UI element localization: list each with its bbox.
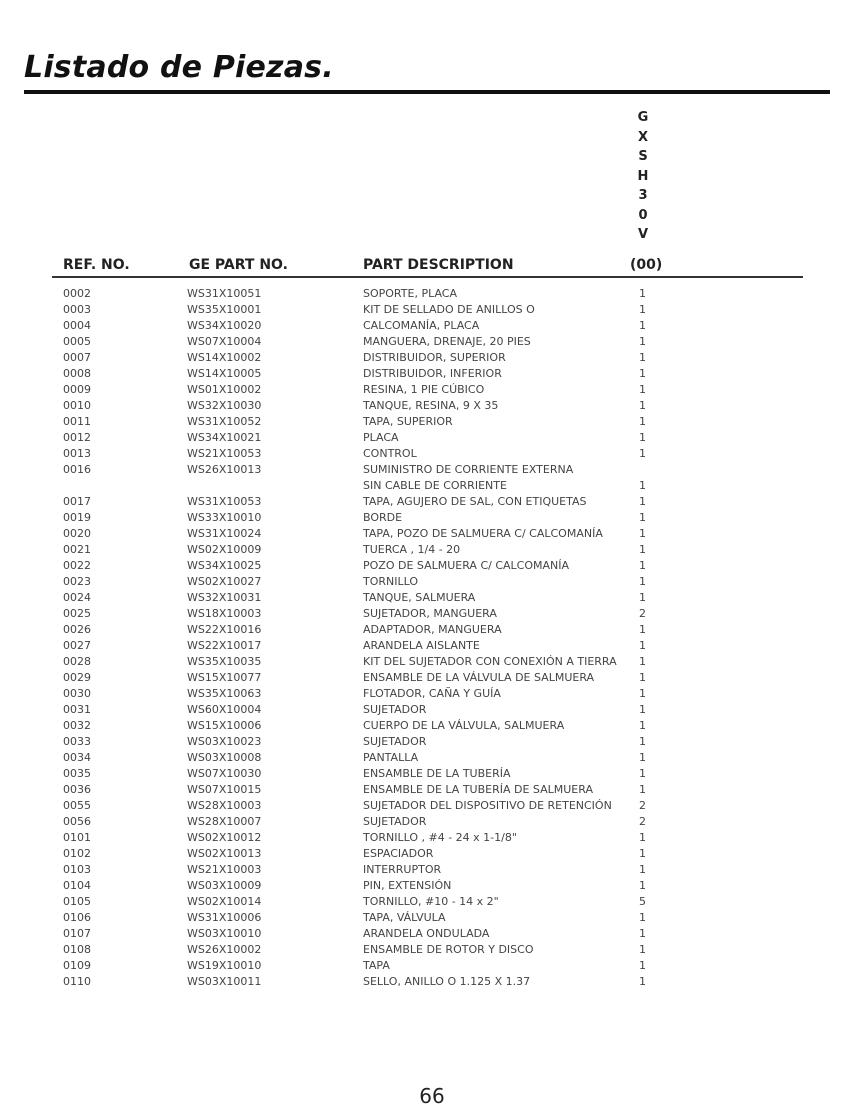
part-no-cell: WS02X10027: [187, 575, 262, 588]
part-no-cell: WS03X10010: [187, 927, 262, 940]
description-cell: DISTRIBUIDOR, INFERIOR: [363, 367, 502, 380]
table-row: [0, 830, 864, 846]
table-row: [0, 702, 864, 718]
quantity-cell: 1: [639, 943, 646, 956]
ref-no-cell: 0010: [63, 399, 91, 412]
table-row: [0, 446, 864, 462]
quantity-cell: 1: [639, 879, 646, 892]
ref-no-cell: 0004: [63, 319, 91, 332]
table-row: [0, 654, 864, 670]
quantity-cell: 1: [639, 911, 646, 924]
table-row: [0, 638, 864, 654]
table-row: [0, 798, 864, 814]
ref-no-cell: 0003: [63, 303, 91, 316]
description-cell: TAPA: [363, 959, 390, 972]
ref-no-cell: 0033: [63, 735, 91, 748]
description-cell: SELLO, ANILLO O 1.125 X 1.37: [363, 975, 531, 988]
model-letter: S: [638, 149, 648, 164]
table-row: [0, 398, 864, 414]
description-cell: POZO DE SALMUERA C/ CALCOMANÍA: [363, 559, 570, 572]
description-cell: KIT DE SELLADO DE ANILLOS O: [363, 303, 535, 316]
quantity-cell: 1: [639, 367, 646, 380]
description-cell: SUMINISTRO DE CORRIENTE EXTERNA: [363, 463, 574, 476]
quantity-cell: 1: [639, 671, 646, 684]
quantity-cell: 1: [639, 287, 646, 300]
table-row: [0, 334, 864, 350]
description-cell: PIN, EXTENSIÓN: [363, 879, 452, 892]
part-no-cell: WS03X10008: [187, 751, 262, 764]
description-cell: KIT DEL SUJETADOR CON CONEXIÓN A TIERRA: [363, 655, 617, 668]
part-no-cell: WS34X10021: [187, 431, 262, 444]
quantity-cell: 1: [639, 927, 646, 940]
table-row: [0, 622, 864, 638]
part-no-cell: WS14X10002: [187, 351, 262, 364]
description-cell: TORNILLO: [363, 575, 419, 588]
part-no-cell: WS01X10002: [187, 383, 262, 396]
table-row: [0, 782, 864, 798]
model-number-vertical: [628, 108, 658, 245]
header-quantity: (00): [630, 257, 663, 273]
quantity-cell: 5: [639, 895, 646, 908]
table-row: [0, 846, 864, 862]
description-cell: SUJETADOR: [363, 735, 427, 748]
part-no-cell: WS32X10030: [187, 399, 262, 412]
description-cell: TAPA, POZO DE SALMUERA C/ CALCOMANÍA: [363, 527, 603, 540]
table-row: [0, 814, 864, 830]
description-cell: ENSAMBLE DE LA TUBERÍA: [363, 767, 511, 780]
part-no-cell: WS34X10025: [187, 559, 262, 572]
part-no-cell: WS31X10053: [187, 495, 262, 508]
description-cell: ENSAMBLE DE ROTOR Y DISCO: [363, 943, 534, 956]
quantity-cell: 2: [639, 607, 646, 620]
table-row: [0, 542, 864, 558]
ref-no-cell: 0012: [63, 431, 91, 444]
ref-no-cell: 0110: [63, 975, 91, 988]
table-row: [0, 558, 864, 574]
ref-no-cell: 0055: [63, 799, 91, 812]
quantity-cell: 1: [639, 303, 646, 316]
description-cell: MANGUERA, DRENAJE, 20 PIES: [363, 335, 531, 348]
quantity-cell: 1: [639, 975, 646, 988]
table-row: [0, 750, 864, 766]
table-row: [0, 942, 864, 958]
header-divider: [52, 276, 803, 278]
quantity-cell: 2: [639, 799, 646, 812]
part-no-cell: WS35X10001: [187, 303, 262, 316]
ref-no-cell: 0034: [63, 751, 91, 764]
table-row: [0, 574, 864, 590]
part-no-cell: WS33X10010: [187, 511, 262, 524]
ref-no-cell: 0011: [63, 415, 91, 428]
table-row: [0, 670, 864, 686]
part-no-cell: WS02X10012: [187, 831, 262, 844]
part-no-cell: WS18X10003: [187, 607, 262, 620]
description-cell: TUERCA , 1/4 - 20: [363, 543, 461, 556]
ref-no-cell: 0013: [63, 447, 91, 460]
table-row: [0, 494, 864, 510]
ref-no-cell: 0109: [63, 959, 91, 972]
part-no-cell: WS26X10002: [187, 943, 262, 956]
table-row: [0, 766, 864, 782]
ref-no-cell: 0007: [63, 351, 91, 364]
ref-no-cell: 0009: [63, 383, 91, 396]
model-letter: X: [637, 129, 649, 145]
quantity-cell: 1: [639, 959, 646, 972]
table-row: [0, 894, 864, 910]
quantity-cell: 1: [639, 383, 646, 396]
table-row: [0, 590, 864, 606]
quantity-cell: 1: [639, 495, 646, 508]
ref-no-cell: 0020: [63, 527, 91, 540]
quantity-cell: 1: [639, 639, 646, 652]
header-ge-part-no: GE PART NO.: [189, 257, 288, 273]
part-no-cell: WS32X10031: [187, 591, 262, 604]
description-cell: ENSAMBLE DE LA VÁLVULA DE SALMUERA: [363, 671, 595, 684]
quantity-cell: 1: [639, 399, 646, 412]
description-cell: SUJETADOR: [363, 815, 427, 828]
ref-no-cell: 0056: [63, 815, 91, 828]
quantity-cell: 1: [639, 751, 646, 764]
table-row: [0, 366, 864, 382]
part-no-cell: WS60X10004: [187, 703, 262, 716]
part-no-cell: WS21X10003: [187, 863, 262, 876]
ref-no-cell: 0035: [63, 767, 91, 780]
quantity-cell: 1: [639, 575, 646, 588]
table-row: [0, 974, 864, 990]
table-row: [0, 606, 864, 622]
ref-no-cell: 0103: [63, 863, 91, 876]
quantity-cell: 1: [639, 559, 646, 572]
table-row: [0, 302, 864, 318]
part-no-cell: WS26X10013: [187, 463, 262, 476]
description-cell: SUJETADOR: [363, 703, 427, 716]
part-no-cell: WS07X10004: [187, 335, 262, 348]
quantity-cell: 1: [639, 351, 646, 364]
table-row: [0, 286, 864, 302]
ref-no-cell: 0026: [63, 623, 91, 636]
description-cell: ESPACIADOR: [363, 847, 434, 860]
header-ref-no: REF. NO.: [63, 257, 130, 273]
quantity-cell: 1: [639, 431, 646, 444]
quantity-cell: 2: [639, 815, 646, 828]
description-cell: RESINA, 1 PIE CÚBICO: [363, 383, 485, 396]
part-no-cell: WS28X10007: [187, 815, 262, 828]
table-row: [0, 862, 864, 878]
description-cell: BORDE: [363, 511, 403, 524]
quantity-cell: 1: [639, 735, 646, 748]
part-no-cell: WS02X10009: [187, 543, 262, 556]
parts-table: [0, 286, 864, 990]
model-letter: G: [637, 110, 649, 125]
ref-no-cell: 0108: [63, 943, 91, 956]
ref-no-cell: 0106: [63, 911, 91, 924]
description-cell: ARANDELA ONDULADA: [363, 927, 490, 940]
table-row: [0, 926, 864, 942]
description-cell: ARANDELA AISLANTE: [363, 639, 480, 652]
quantity-cell: 1: [639, 447, 646, 460]
table-row: [0, 686, 864, 702]
description-cell: PLACA: [363, 431, 399, 444]
quantity-cell: 1: [639, 703, 646, 716]
quantity-cell: 1: [639, 719, 646, 732]
ref-no-cell: 0032: [63, 719, 91, 732]
quantity-cell: 1: [639, 847, 646, 860]
description-cell: CONTROL: [363, 447, 417, 460]
ref-no-cell: 0104: [63, 879, 91, 892]
header-part-description: PART DESCRIPTION: [363, 257, 514, 273]
table-row: [0, 510, 864, 526]
table-row: [0, 350, 864, 366]
description-cell: TAPA, VÁLVULA: [363, 911, 446, 924]
description-cell: SUJETADOR, MANGUERA: [363, 607, 497, 620]
ref-no-cell: 0022: [63, 559, 91, 572]
description-cell: CUERPO DE LA VÁLVULA, SALMUERA: [363, 719, 565, 732]
ref-no-cell: 0027: [63, 639, 91, 652]
quantity-cell: 1: [639, 623, 646, 636]
ref-no-cell: 0031: [63, 703, 91, 716]
description-cell: CALCOMANÍA, PLACA: [363, 319, 480, 332]
ref-no-cell: 0002: [63, 287, 91, 300]
description-cell: SOPORTE, PLACA: [363, 287, 457, 300]
part-no-cell: WS07X10030: [187, 767, 262, 780]
description-cell: TANQUE, RESINA, 9 X 35: [363, 399, 499, 412]
description-cell: TAPA, SUPERIOR: [363, 415, 453, 428]
quantity-cell: 1: [639, 415, 646, 428]
description-cell: INTERRUPTOR: [363, 863, 442, 876]
ref-no-cell: 0023: [63, 575, 91, 588]
model-letter: 3: [638, 188, 648, 203]
part-no-cell: WS02X10014: [187, 895, 262, 908]
quantity-cell: 1: [639, 767, 646, 780]
quantity-cell: 1: [639, 591, 646, 604]
description-cell: PANTALLA: [363, 751, 419, 764]
title-divider: [24, 90, 830, 94]
ref-no-cell: 0005: [63, 335, 91, 348]
ref-no-cell: 0024: [63, 591, 91, 604]
quantity-cell: 1: [639, 479, 646, 492]
quantity-cell: 1: [639, 319, 646, 332]
ref-no-cell: 0029: [63, 671, 91, 684]
table-row: [0, 958, 864, 974]
ref-no-cell: 0028: [63, 655, 91, 668]
description-cell: ENSAMBLE DE LA TUBERÍA DE SALMUERA: [363, 783, 593, 796]
part-no-cell: WS15X10077: [187, 671, 262, 684]
part-no-cell: WS19X10010: [187, 959, 262, 972]
part-no-cell: WS03X10011: [187, 975, 262, 988]
part-no-cell: WS31X10051: [187, 287, 262, 300]
description-cell: SIN CABLE DE CORRIENTE: [363, 479, 507, 492]
page-number: 66: [419, 1084, 445, 1108]
part-no-cell: WS34X10020: [187, 319, 262, 332]
ref-no-cell: 0008: [63, 367, 91, 380]
page-title: Listado de Piezas.: [24, 50, 334, 85]
table-row: [0, 462, 864, 478]
ref-no-cell: 0021: [63, 543, 91, 556]
part-no-cell: WS31X10052: [187, 415, 262, 428]
part-no-cell: WS03X10009: [187, 879, 262, 892]
quantity-cell: 1: [639, 687, 646, 700]
quantity-cell: 1: [639, 335, 646, 348]
ref-no-cell: 0019: [63, 511, 91, 524]
quantity-cell: 1: [639, 511, 646, 524]
description-cell: SUJETADOR DEL DISPOSITIVO DE RETENCIÓN: [363, 799, 612, 812]
ref-no-cell: 0105: [63, 895, 91, 908]
ref-no-cell: 0107: [63, 927, 91, 940]
ref-no-cell: 0101: [63, 831, 91, 844]
model-letter: 0: [638, 207, 648, 223]
part-no-cell: WS21X10053: [187, 447, 262, 460]
table-row: [0, 910, 864, 926]
description-cell: TANQUE, SALMUERA: [363, 591, 476, 604]
description-cell: ADAPTADOR, MANGUERA: [363, 623, 502, 636]
ref-no-cell: 0016: [63, 463, 91, 476]
quantity-cell: 1: [639, 543, 646, 556]
part-no-cell: WS31X10024: [187, 527, 262, 540]
table-row: [0, 878, 864, 894]
part-no-cell: WS35X10035: [187, 655, 262, 668]
part-no-cell: WS28X10003: [187, 799, 262, 812]
description-cell: TORNILLO, #10 - 14 x 2": [363, 895, 499, 908]
description-cell: TAPA, AGUJERO DE SAL, CON ETIQUETAS: [363, 495, 587, 508]
table-row: [0, 382, 864, 398]
table-row: [0, 430, 864, 446]
part-no-cell: WS07X10015: [187, 783, 262, 796]
quantity-cell: 1: [639, 527, 646, 540]
description-cell: FLOTADOR, CAÑA Y GUÍA: [363, 687, 501, 700]
description-cell: TORNILLO , #4 - 24 x 1-1/8": [363, 831, 517, 844]
part-no-cell: WS31X10006: [187, 911, 262, 924]
table-row: [0, 414, 864, 430]
table-row: [0, 718, 864, 734]
quantity-cell: 1: [639, 655, 646, 668]
part-no-cell: WS14X10005: [187, 367, 262, 380]
description-cell: DISTRIBUIDOR, SUPERIOR: [363, 351, 506, 364]
part-no-cell: WS15X10006: [187, 719, 262, 732]
part-no-cell: WS02X10013: [187, 847, 262, 860]
quantity-cell: 1: [639, 863, 646, 876]
part-no-cell: WS03X10023: [187, 735, 262, 748]
part-no-cell: WS22X10016: [187, 623, 262, 636]
model-letter: H: [637, 168, 649, 184]
ref-no-cell: 0102: [63, 847, 91, 860]
table-row: [0, 318, 864, 334]
ref-no-cell: 0036: [63, 783, 91, 796]
ref-no-cell: 0030: [63, 687, 91, 700]
table-row: [0, 526, 864, 542]
table-row: [0, 734, 864, 750]
quantity-cell: 1: [639, 831, 646, 844]
part-no-cell: WS35X10063: [187, 687, 262, 700]
model-letter: V: [637, 227, 649, 242]
ref-no-cell: 0017: [63, 495, 91, 508]
quantity-cell: 1: [639, 783, 646, 796]
part-no-cell: WS22X10017: [187, 639, 262, 652]
ref-no-cell: 0025: [63, 607, 91, 620]
table-row: [0, 478, 864, 494]
